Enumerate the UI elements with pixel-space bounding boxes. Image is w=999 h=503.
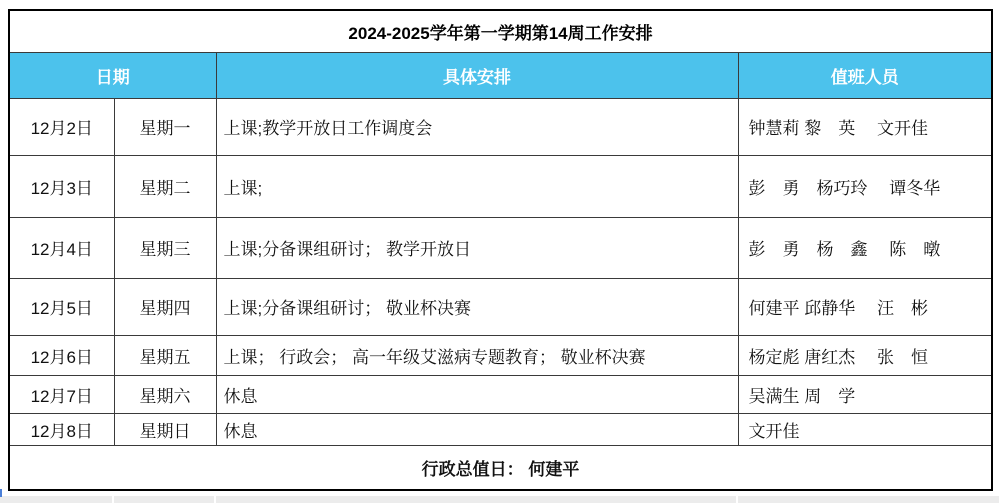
plan-cell[interactable]: 休息 [216,375,738,413]
weekday-cell[interactable]: 星期四 [114,278,216,335]
plan-cell[interactable]: 上课; [216,155,738,217]
weekday-cell[interactable]: 星期三 [114,217,216,278]
weekday-cell[interactable]: 星期五 [114,335,216,375]
duty-cell[interactable]: 杨定彪 唐红杰 张 恒 [738,335,992,375]
header-date[interactable]: 日期 [9,52,216,98]
table-row [9,155,992,217]
duty-cell[interactable]: 彭 勇 杨巧玲 谭冬华 [738,155,992,217]
weekday-cell[interactable]: 星期一 [114,98,216,155]
duty-cell[interactable]: 彭 勇 杨 鑫 陈 暾 [738,217,992,278]
next-row-partial [0,496,999,503]
header-plan[interactable]: 具体安排 [216,52,738,98]
table-row [9,98,992,155]
selection-mark [0,489,2,497]
table-row [9,413,992,445]
footer-row [9,445,992,490]
duty-cell[interactable]: 钟慧莉 黎 英 文开佳 [738,98,992,155]
date-cell[interactable]: 12月3日 [9,155,114,217]
table-row [9,278,992,335]
plan-cell[interactable]: 上课;分备课组研讨； 敬业杯决赛 [216,278,738,335]
plan-cell[interactable]: 上课;教学开放日工作调度会 [216,98,738,155]
plan-cell[interactable]: 上课;分备课组研讨； 教学开放日 [216,217,738,278]
page-title[interactable]: 2024-2025学年第一学期第14周工作安排 [9,10,992,52]
grid-separator [112,496,114,503]
date-cell[interactable]: 12月7日 [9,375,114,413]
plan-cell[interactable]: 上课； 行政会； 高一年级艾滋病专题教育； 敬业杯决赛 [216,335,738,375]
grid-separator [736,496,738,503]
table-row [9,335,992,375]
weekday-cell[interactable]: 星期日 [114,413,216,445]
header-row [9,52,992,98]
weekday-cell[interactable]: 星期二 [114,155,216,217]
duty-chief-note[interactable]: 行政总值日： 何建平 [9,445,992,490]
schedule-table [8,9,993,491]
header-duty[interactable]: 值班人员 [738,52,992,98]
plan-cell[interactable]: 休息 [216,413,738,445]
date-cell[interactable]: 12月5日 [9,278,114,335]
weekday-cell[interactable]: 星期六 [114,375,216,413]
duty-cell[interactable]: 何建平 邱静华 汪 彬 [738,278,992,335]
date-cell[interactable]: 12月2日 [9,98,114,155]
table-row [9,217,992,278]
date-cell[interactable]: 12月4日 [9,217,114,278]
duty-cell[interactable]: 吴满生 周 学 [738,375,992,413]
date-cell[interactable]: 12月8日 [9,413,114,445]
table-row [9,375,992,413]
title-row [9,10,992,52]
duty-cell[interactable]: 文开佳 [738,413,992,445]
grid-separator [214,496,216,503]
date-cell[interactable]: 12月6日 [9,335,114,375]
